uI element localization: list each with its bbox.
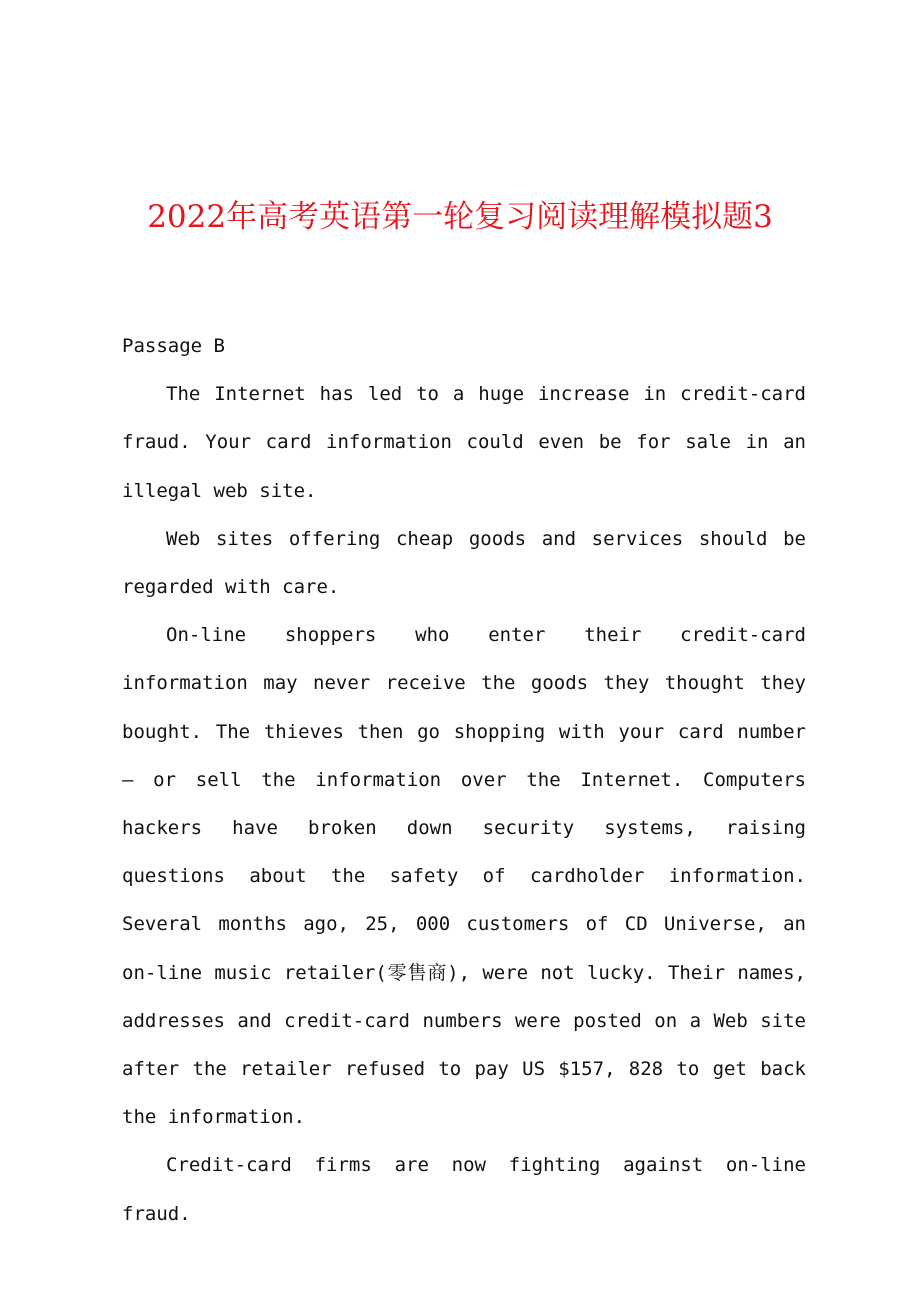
paragraph-3: On-line shoppers who enter their credit-card information may never receive the goods they thought they bought. The thieves then go shopping with your card number — or sell the information over the Internet. Computers hackers have broken down security systems, raising questions about the safety of cardholder information. Several months ago, 25, 000 customers of CD Universe, an on-line music retailer(零售商), were not lucky. Their names, addresses and credit-card numbers were posted on a Web site after the retailer refused to pay US $157, 828 to get back the information. bbox=[122, 624, 806, 1129]
paragraph-1: The Internet has led to a huge increase in credit-card fraud. Your card information could even be for sale in an illegal web site. bbox=[122, 383, 806, 502]
document-title: 2022年高考英语第一轮复习阅读理解模拟题3 bbox=[147, 199, 773, 235]
paragraph-2: Web sites offering cheap goods and services should be regarded with care. bbox=[122, 527, 806, 599]
paragraph-4: Credit-card firms are now fighting against on-line fraud. bbox=[122, 1154, 806, 1225]
passage-body bbox=[122, 322, 806, 1238]
passage-label: Passage B bbox=[122, 335, 225, 357]
